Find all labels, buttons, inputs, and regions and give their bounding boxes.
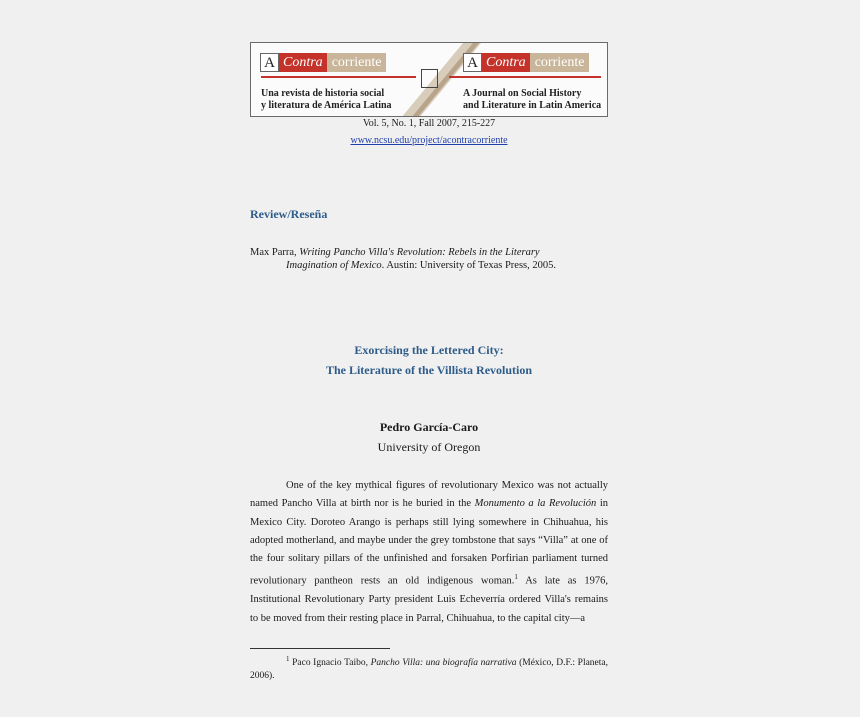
volume-info: Vol. 5, No. 1, Fall 2007, 215-227	[362, 118, 496, 129]
section-heading: Review/Reseña	[250, 207, 328, 221]
logo-a-box: A	[260, 53, 279, 72]
tagline-en-line-2: and Literature in Latin America	[463, 100, 602, 111]
logo-a-box: A	[463, 53, 482, 72]
logo-es	[260, 53, 386, 72]
banner-red-rule-left	[261, 76, 416, 78]
book-citation	[250, 246, 608, 272]
citation-title-1: Writing Pancho Villa's Revolution: Rebels in the Literary	[299, 247, 540, 258]
journal-url-link[interactable]: www.ncsu.edu/project/acontracorriente	[350, 135, 508, 146]
tagline-english	[463, 88, 601, 112]
article-title-line-2: The Literature of the Villista Revolution	[325, 363, 533, 377]
body-text-run: As late as 1976, Institutional Revolutionary Party president Luis Echeverría ordered Villa's remains to be moved from their resting place in Parral, Chihuahua, to the capital city—a	[250, 575, 608, 624]
citation-title-2: Imagination of Mexico	[286, 260, 382, 271]
logo-contra: Contra	[482, 53, 530, 72]
footnote-rule	[250, 648, 390, 649]
footnote-italic: Pancho Villa: una biografía narrativa	[370, 658, 517, 669]
footnote-text: (México, D.F.: Planeta, 2006).	[250, 658, 608, 682]
logo-contra: Contra	[279, 53, 327, 72]
logo-en	[463, 53, 589, 72]
body-text-run: One of the key mythical figures of revolutionary Mexico was not actually named Pancho Villa at birth nor is he buried in the	[250, 480, 608, 510]
tagline-en-line-1: A Journal on Social History	[463, 88, 582, 99]
footnote	[250, 653, 608, 683]
tagline-es-line-1: Una revista de historia social	[261, 88, 385, 99]
body-text-run: in Mexico City. Doroteo Arango is perhaps still lying somewhere in Chihuahua, his adopted motherland, and maybe under the grey tombstone that says “Villa” at one of the four solitary pillars of the unfinished and forsaken Porfirian parliament turned revolutionary pantheon rests an old indigenous woman.	[250, 498, 609, 587]
footnote-text: Paco Ignacio Taibo,	[289, 658, 371, 669]
author-affiliation: University of Oregon	[377, 440, 481, 454]
body-paragraph	[250, 477, 608, 628]
tagline-spanish	[261, 88, 392, 112]
citation-publisher: . Austin: University of Texas Press, 2005.	[381, 260, 557, 271]
body-italic-run: Monumento a la Revolución	[474, 498, 597, 510]
author-name: Pedro García-Caro	[379, 420, 479, 434]
banner-center-square	[421, 69, 438, 88]
logo-corriente: corriente	[530, 53, 590, 72]
article-title-line-1: Exorcising the Lettered City:	[354, 343, 504, 357]
citation-author: Max Parra,	[250, 247, 300, 258]
footnote-ref[interactable]: 1	[514, 573, 518, 582]
body-text	[250, 477, 608, 628]
footnote-number: 1	[286, 655, 290, 663]
logo-corriente: corriente	[327, 53, 387, 72]
tagline-es-line-2: y literatura de América Latina	[261, 100, 392, 111]
journal-banner	[250, 42, 608, 117]
banner-red-rule-right	[449, 76, 601, 78]
